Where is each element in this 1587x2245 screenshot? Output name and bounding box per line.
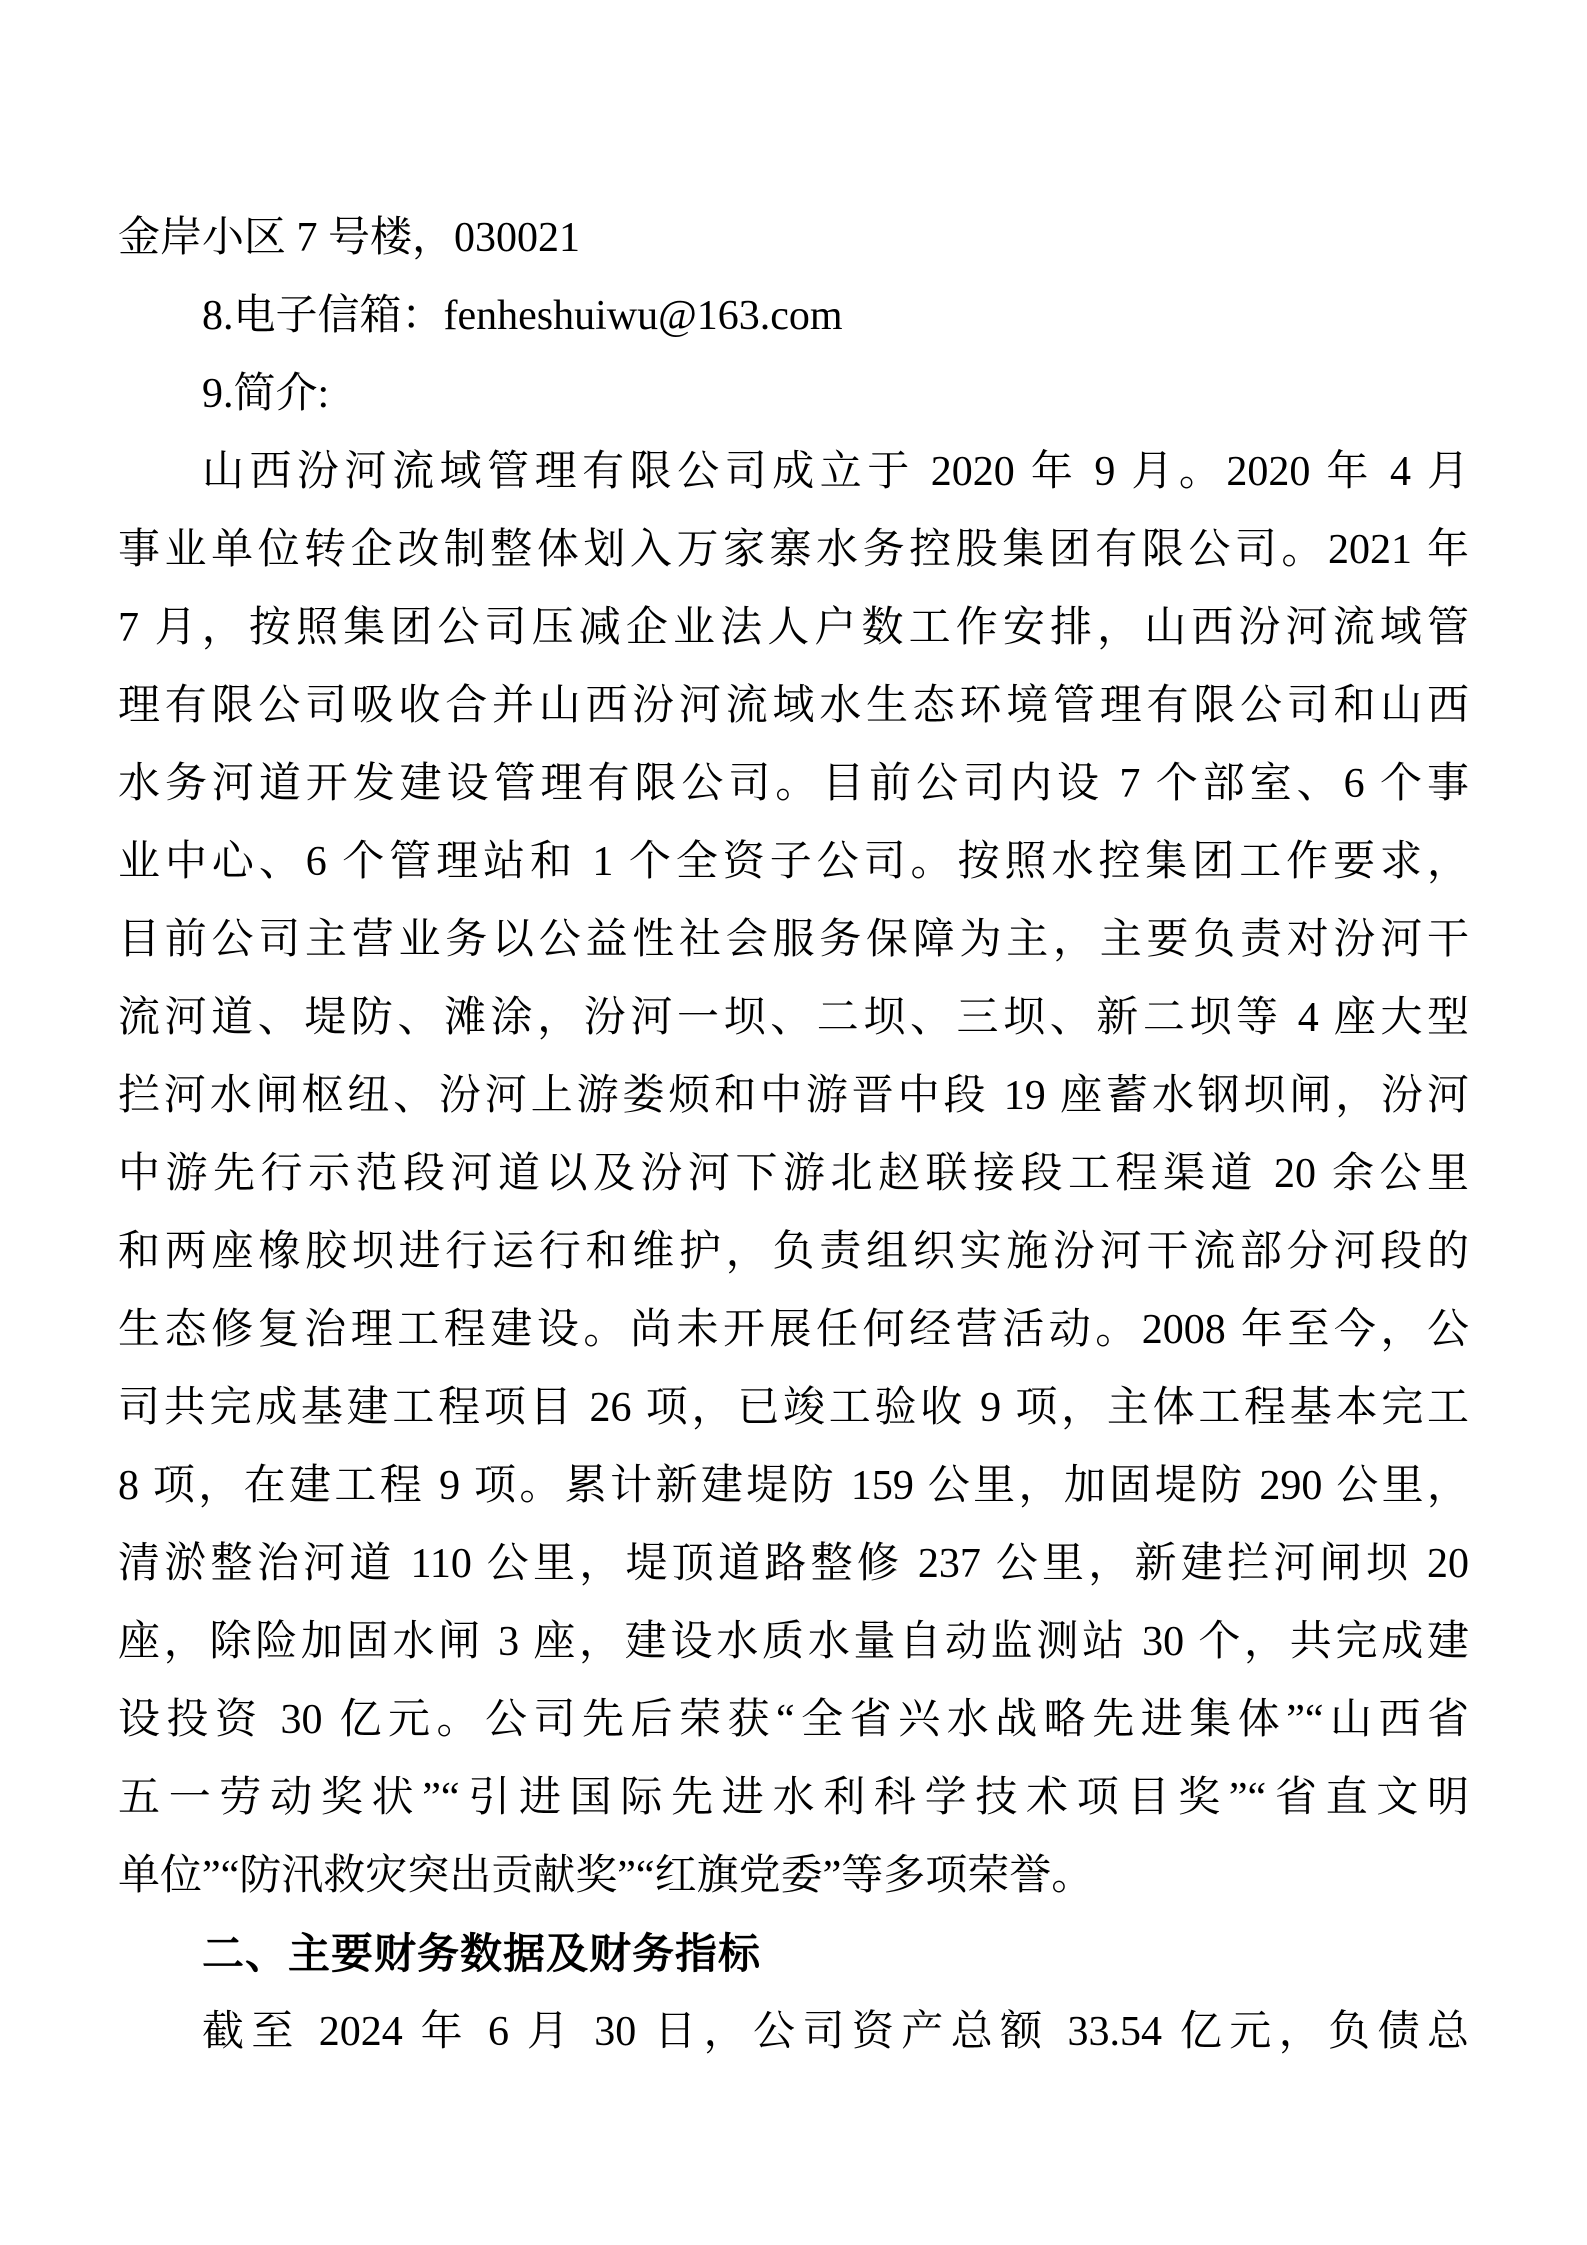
email-line: 8.电子信箱：fenheshuiwu@163.com [202, 293, 843, 339]
intro-paragraph-line: 山西汾河流域管理有限公司成立于 2020 年 9 月。2020 年 4 月 [202, 449, 1469, 495]
intro-paragraph-line: 水务河道开发建设管理有限公司。目前公司内设 7 个部室、6 个事 [118, 761, 1469, 807]
intro-paragraph-line: 生态修复治理工程建设。尚未开展任何经营活动。2008 年至今，公 [118, 1307, 1469, 1353]
intro-paragraph-line: 理有限公司吸收合并山西汾河流域水生态环境管理有限公司和山西 [118, 683, 1469, 729]
intro-paragraph-line: 设投资 30 亿元。公司先后荣获“全省兴水战略先进集体”“山西省 [118, 1697, 1469, 1743]
intro-paragraph-line: 目前公司主营业务以公益性社会服务保障为主，主要负责对汾河干 [118, 917, 1469, 963]
intro-paragraph-line: 业中心、6 个管理站和 1 个全资子公司。按照水控集团工作要求， [118, 839, 1469, 885]
intro-paragraph-line: 流河道、堤防、滩涂，汾河一坝、二坝、三坝、新二坝等 4 座大型 [118, 995, 1469, 1041]
intro-paragraph-line: 拦河水闸枢纽、汾河上游娄烦和中游晋中段 19 座蓄水钢坝闸，汾河 [118, 1073, 1469, 1119]
section-heading: 二、主要财务数据及财务指标 [202, 1930, 762, 1977]
intro-label-line: 9.简介: [202, 371, 330, 417]
finance-paragraph-line: 截至 2024 年 6 月 30 日，公司资产总额 33.54 亿元，负债总 [202, 2009, 1469, 2055]
intro-paragraph-line: 和两座橡胶坝进行运行和维护，负责组织实施汾河干流部分河段的 [118, 1229, 1469, 1275]
intro-paragraph-line: 事业单位转企改制整体划入万家寨水务控股集团有限公司。2021 年 [118, 527, 1469, 573]
intro-paragraph-line: 7 月，按照集团公司压减企业法人户数工作安排，山西汾河流域管 [118, 605, 1469, 651]
intro-paragraph-line: 8 项，在建工程 9 项。累计新建堤防 159 公里，加固堤防 290 公里， [118, 1463, 1469, 1509]
intro-paragraph-line: 中游先行示范段河道以及汾河下游北赵联接段工程渠道 20 余公里 [118, 1151, 1469, 1197]
intro-paragraph-line: 司共完成基建工程项目 26 项，已竣工验收 9 项，主体工程基本完工 [118, 1385, 1469, 1431]
intro-paragraph-line: 清淤整治河道 110 公里，堤顶道路整修 237 公里，新建拦河闸坝 20 [118, 1541, 1469, 1587]
intro-paragraph-line: 单位”“防汛救灾突出贡献奖”“红旗党委”等多项荣誉。 [118, 1853, 1094, 1899]
intro-paragraph-line: 座，除险加固水闸 3 座，建设水质水量自动监测站 30 个，共完成建 [118, 1619, 1469, 1665]
address-line: 金岸小区 7 号楼，030021 [118, 215, 581, 261]
intro-paragraph-line: 五一劳动奖状”“引进国际先进水利科学技术项目奖”“省直文明 [118, 1775, 1469, 1821]
